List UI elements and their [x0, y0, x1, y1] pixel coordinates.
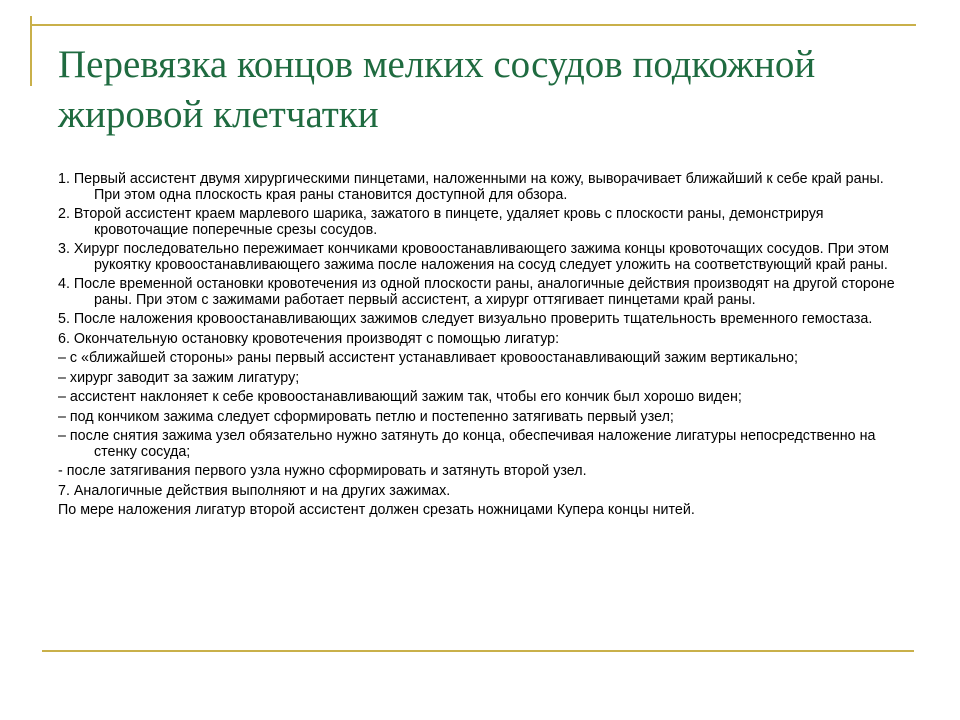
- paragraph-11: – после снятия зажима узел обязательно нужно затянуть до конца, обеспечивая наложение лигатуры непосредственно на стенку сосуда;: [58, 428, 876, 460]
- paragraph-2: 2. Второй ассистент краем марлевого шарика, зажатого в пинцете, удаляет кровь с плоскости раны, демонстрируя кровоточащие поперечные срезы сосудов.: [58, 206, 824, 238]
- paragraph-4: 4. После временной остановки кровотечения из одной плоскости раны, аналогичные действия производят на другой стороне раны. При этом с зажимами работает первый ассистент, а хирург оттягивает пинцетами край раны.: [58, 276, 895, 308]
- bottom-rule: [42, 650, 914, 652]
- slide-title-line-1: Перевязка концов мелких сосудов подкожной: [58, 43, 816, 86]
- paragraph-10: – под кончиком зажима следует сформировать петлю и постепенно затягивать первый узел;: [58, 408, 674, 425]
- slide-title: [58, 40, 918, 140]
- paragraph-3: 3. Хирург последовательно пережимает кончиками кровоостанавливающего зажима концы кровоточащих сосудов. При этом рукоятку кровоостанавливающего зажима после наложения на сосуд следует уложить на соответствующий край раны.: [58, 241, 889, 273]
- paragraph-7: – с «ближайшей стороны» раны первый ассистент устанавливает кровоостанавливающий зажим вертикально;: [58, 350, 798, 366]
- paragraph-12: - после затягивания первого узла нужно сформировать и затянуть второй узел.: [58, 463, 587, 479]
- paragraph-1: 1. Первый ассистент двумя хирургическими пинцетами, наложенными на кожу, выворачивает ближайший к себе край раны. При этом одна плоскость края раны становится доступной для обзора.: [58, 171, 884, 203]
- paragraph-13: 7. Аналогичные действия выполняют и на других зажимах.: [58, 482, 451, 499]
- paragraph-14: По мере наложения лигатур второй ассистент должен срезать ножницами Купера концы нитей.: [58, 502, 695, 518]
- slide-title-line-2: жировой клетчатки: [58, 93, 379, 136]
- slide-body: [58, 172, 908, 523]
- paragraph-6: 6. Окончательную остановку кровотечения производят с помощью лигатур:: [58, 330, 560, 347]
- left-rule: [30, 16, 32, 86]
- paragraph-8: – хирург заводит за зажим лигатуру;: [58, 369, 300, 386]
- paragraph-9: – ассистент наклоняет к себе кровоостанавливающий зажим так, чтобы его кончик был хорошо виден;: [58, 389, 742, 405]
- paragraph-5: 5. После наложения кровоостанавливающих зажимов следует визуально проверить тщательность временного гемостаза.: [58, 311, 873, 327]
- top-rule: [30, 24, 916, 26]
